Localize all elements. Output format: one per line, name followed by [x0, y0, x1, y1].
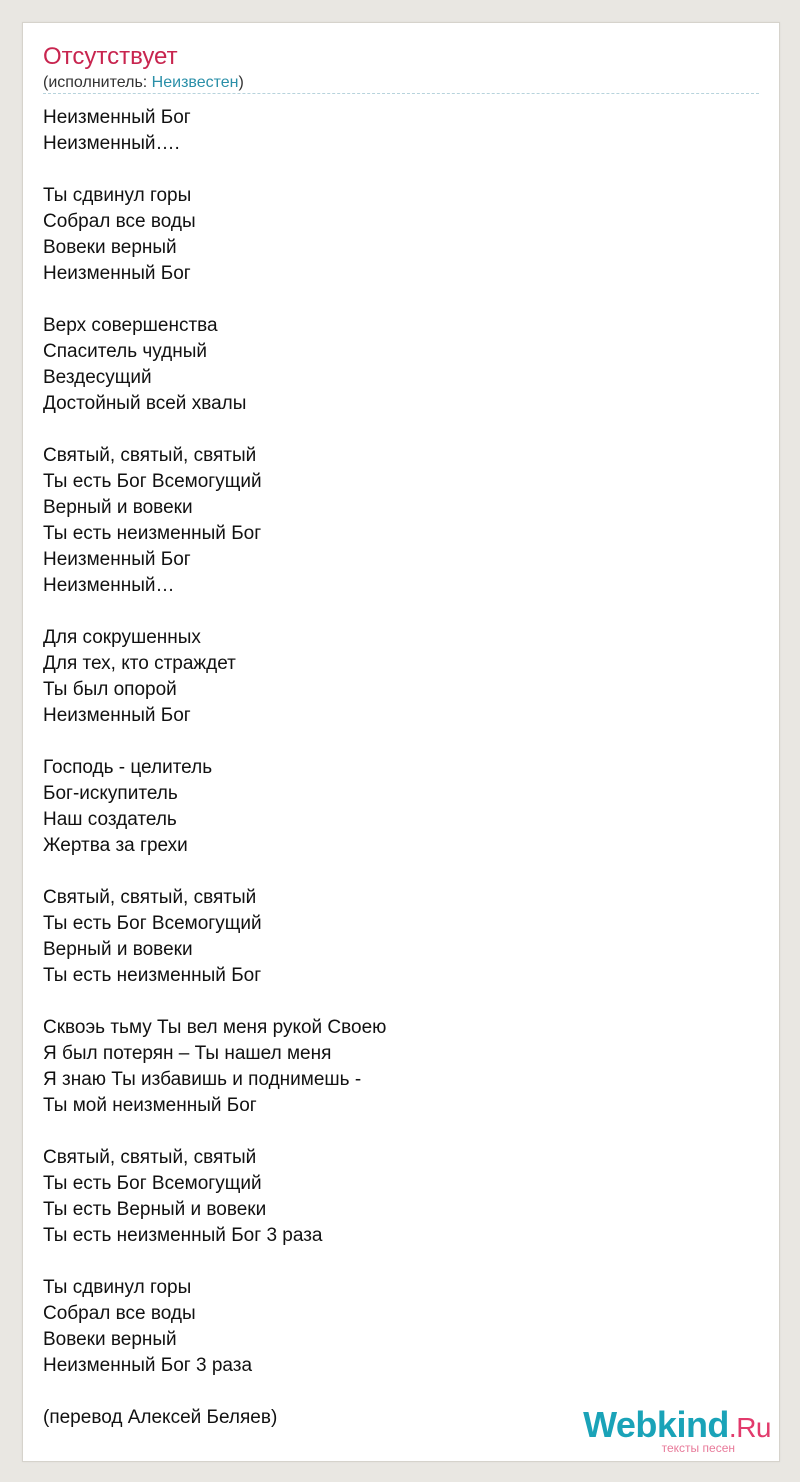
logo-brand: Webkind: [583, 1404, 729, 1445]
lyrics-card: [22, 22, 780, 1462]
title-divider: [43, 93, 759, 94]
site-logo[interactable]: [583, 1406, 771, 1455]
artist-suffix: ): [238, 74, 244, 91]
song-title: Отсутствует: [43, 43, 178, 70]
logo-tld: .Ru: [728, 1412, 771, 1443]
artist-line: [43, 73, 244, 93]
lyrics-text: Неизменный Бог Неизменный…. Ты сдвинул горы Собрал все воды Вовеки верный Неизменный Бог Верх совершенства Спаситель чудный Вездесущий Достойный всей хвалы Святый, святый, святый Ты есть Бог Всемогущий Верный и вовеки Ты есть неизменный Бог Неизменный Бог Неизменный… Для сокрушенных Для тех, кто страждет Ты был опорой Неизменный Бог Господь - целитель Бог-искупитель Наш создатель Жертва за грехи Святый, святый, святый Ты есть Бог Всемогущий Верный и вовеки Ты есть неизменный Бог Сквоэь тьму Ты вел меня рукой Своею Я был потерян – Ты нашел меня Я знаю Ты избавишь и поднимешь - Ты мой неизменный Бог Святый, святый, святый Ты есть Бог Всемогущий Ты есть Верный и вовеки Ты есть неизменный Бог 3 раза Ты сдвинул горы Собрал все воды Вовеки верный Неизменный Бог 3 раза (перевод Алексей Беляев): [43, 107, 387, 1428]
artist-prefix: (исполнитель:: [43, 74, 152, 91]
artist-link[interactable]: Неизвестен: [151, 74, 239, 91]
logo-tagline: тексты песен: [661, 1441, 735, 1455]
